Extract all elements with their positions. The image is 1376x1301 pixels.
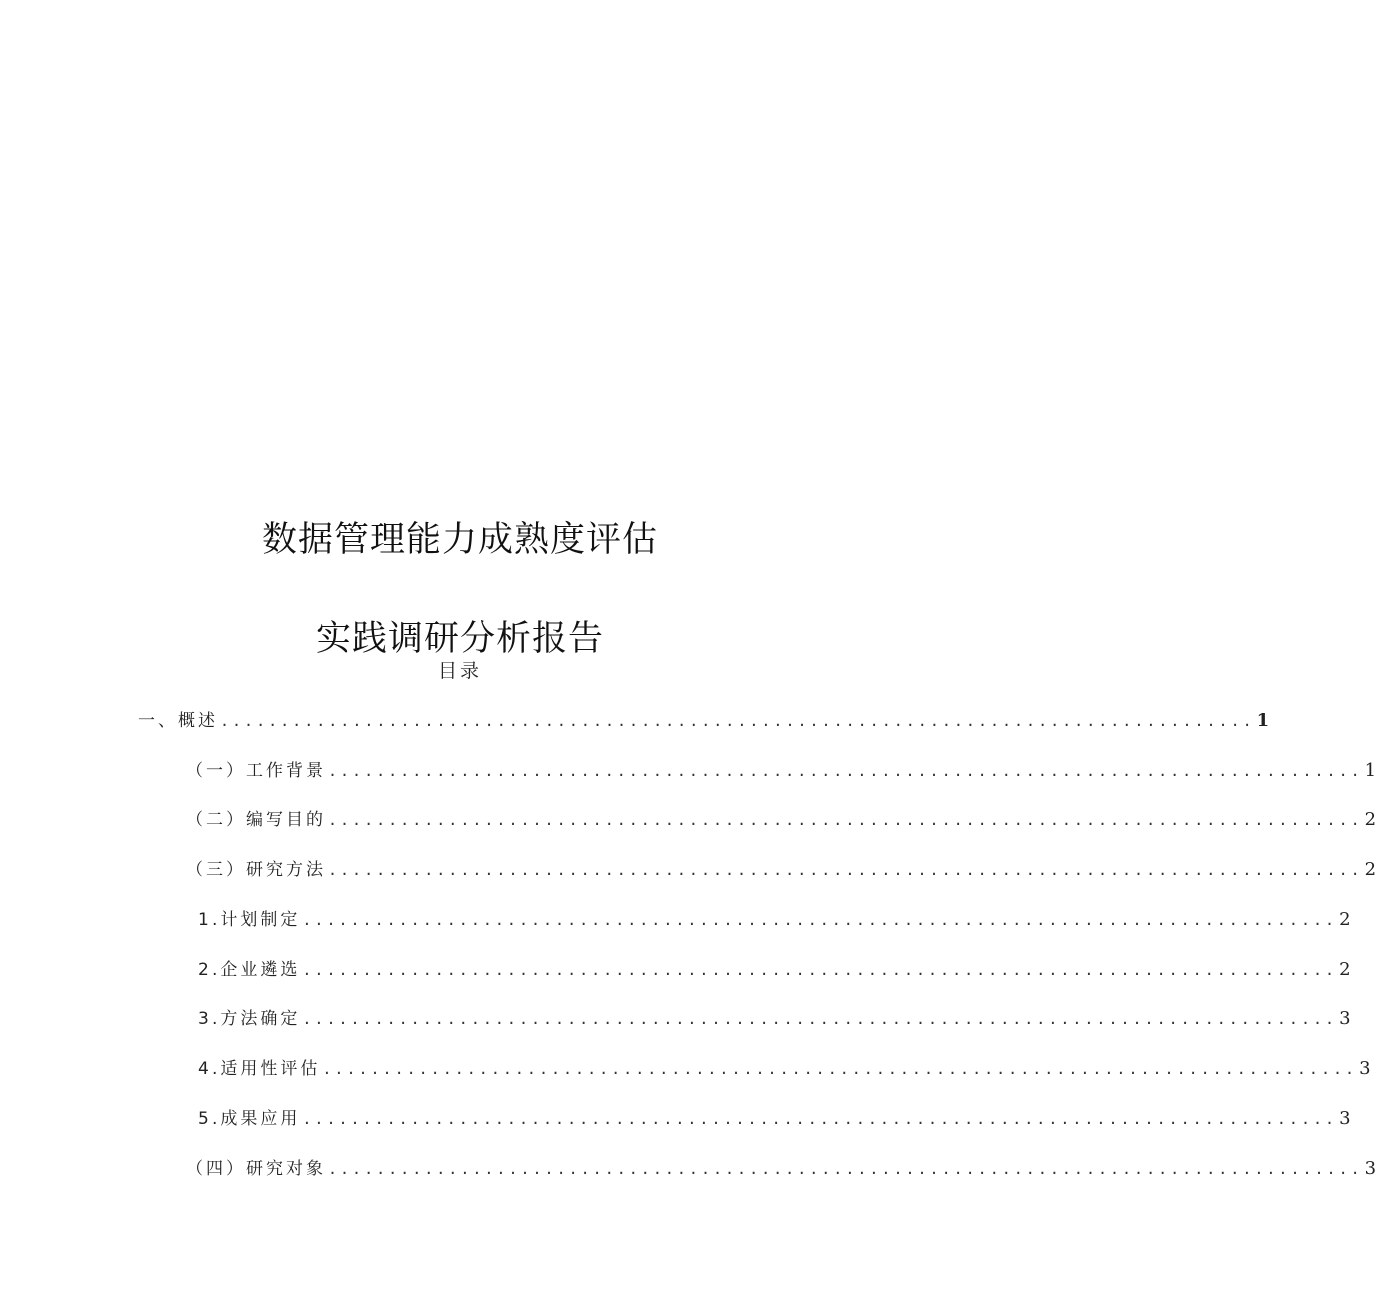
toc-entry-overview[interactable]: [138, 706, 1270, 732]
toc-entry-label: （四）研究对象: [186, 1159, 326, 1179]
toc-entry-label: .成果应用: [212, 1109, 301, 1129]
toc-entry-label: 一、概述: [138, 711, 218, 731]
toc-entry-plan[interactable]: [198, 905, 1351, 931]
toc-entry-number: 1: [198, 910, 213, 930]
toc-page-number: 2: [1339, 959, 1351, 980]
toc-entry-label: （三）研究方法: [186, 860, 326, 880]
toc-leader-dots: ......................................................................................: [302, 1110, 1338, 1128]
toc-entry-research-object[interactable]: [186, 1154, 1376, 1180]
toc-leader-dots: ......................................................................................: [328, 1160, 1363, 1178]
document-title-line-2: 实践调研分析报告: [315, 619, 604, 659]
toc-entry-number: 2: [198, 960, 213, 980]
toc-page-number: 1: [1256, 710, 1270, 731]
toc-page-number: 3: [1339, 1008, 1351, 1029]
toc-entry-research-method[interactable]: [186, 855, 1376, 881]
toc-entry-result-application[interactable]: [198, 1104, 1351, 1130]
toc-entry-writing-purpose[interactable]: [186, 805, 1376, 831]
toc-leader-dots: ......................................................................................: [302, 961, 1338, 979]
toc-page-number: 3: [1364, 1158, 1376, 1179]
toc-leader-dots: ......................................................................................: [322, 1060, 1358, 1078]
toc-entry-enterprise-selection[interactable]: [198, 955, 1351, 981]
toc-entry-number: 5: [198, 1109, 213, 1129]
toc-leader-dots: ......................................................................................: [302, 911, 1338, 929]
toc-entry-work-background[interactable]: [186, 756, 1376, 782]
toc-entry-label: （二）编写目的: [186, 810, 326, 830]
toc-leader-dots: ......................................................................................: [328, 861, 1363, 879]
toc-page-number: 2: [1339, 909, 1351, 930]
toc-page-number: 2: [1364, 809, 1376, 830]
toc-leader-dots: ......................................................................................: [220, 712, 1255, 730]
toc-leader-dots: ......................................................................................: [302, 1010, 1338, 1028]
toc-entry-label: .计划制定: [212, 910, 301, 930]
toc-entry-label: .方法确定: [212, 1009, 301, 1029]
toc-entry-number: 4: [198, 1059, 213, 1079]
toc-page-number: 1: [1364, 760, 1376, 781]
toc-page-number: 3: [1359, 1058, 1371, 1079]
toc-entry-label: .企业遴选: [212, 960, 301, 980]
toc-entry-method-determination[interactable]: [198, 1004, 1351, 1030]
toc-page-number: 2: [1364, 859, 1376, 880]
toc-entry-label: .适用性评估: [212, 1059, 321, 1079]
toc-entry-label: （一）工作背景: [186, 761, 326, 781]
toc-heading: 目录: [437, 660, 482, 682]
toc-entry-number: 3: [198, 1009, 213, 1029]
toc-page-number: 3: [1339, 1108, 1351, 1129]
toc-leader-dots: ......................................................................................: [328, 762, 1363, 780]
toc-leader-dots: ......................................................................................: [328, 811, 1363, 829]
document-title-line-1: 数据管理能力成熟度评估: [261, 520, 658, 560]
toc-entry-applicability-assessment[interactable]: [198, 1054, 1371, 1080]
